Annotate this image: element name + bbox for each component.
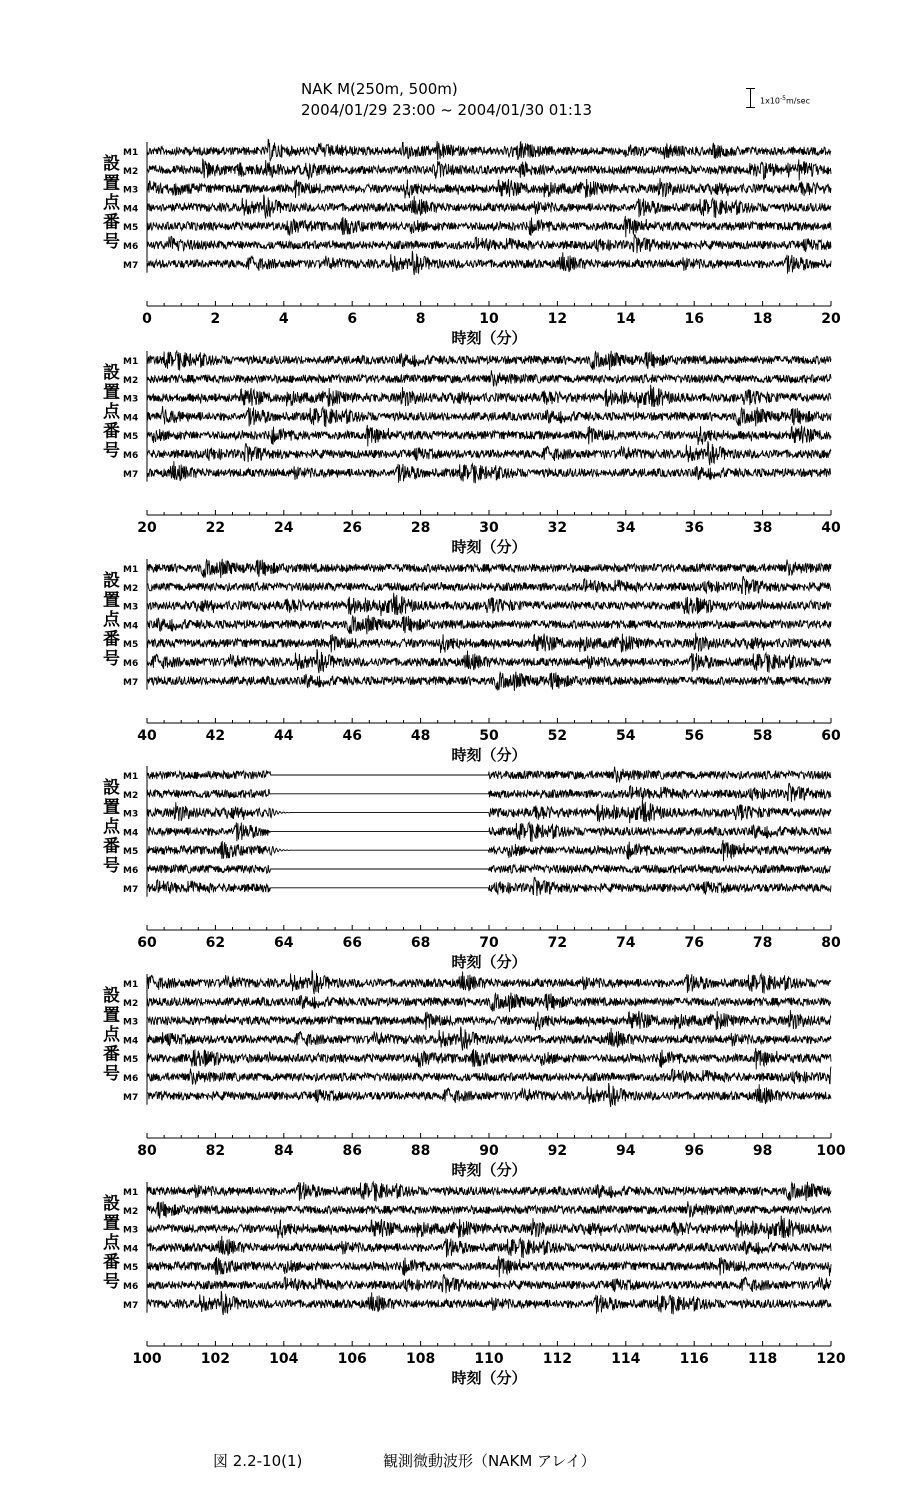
channel-label: M7 <box>123 1300 139 1311</box>
waveform-trace <box>147 633 831 653</box>
waveform-trace <box>147 425 831 446</box>
x-tick-label: 86 <box>342 1143 362 1159</box>
channel-label: M2 <box>123 375 139 386</box>
waveform-trace <box>147 1256 831 1277</box>
x-tick-label: 44 <box>274 728 294 744</box>
x-tick-label: 108 <box>405 1351 436 1367</box>
x-tick-label: 10 <box>479 311 499 327</box>
waveform-trace <box>147 672 831 691</box>
channel-label: M4 <box>123 828 139 839</box>
waveform-trace <box>147 1216 831 1239</box>
waveform-trace <box>147 195 831 219</box>
x-tick-label: 26 <box>342 520 362 536</box>
x-tick-label: 96 <box>684 1143 704 1159</box>
x-tick-label: 18 <box>752 311 773 327</box>
x-tick-label: 0 <box>142 311 152 327</box>
x-tick-label: 4 <box>278 311 289 327</box>
y-axis-label-char: 番 <box>103 421 120 442</box>
x-tick-label: 22 <box>205 520 226 536</box>
x-tick-label: 56 <box>684 728 704 744</box>
channel-label: M6 <box>123 1282 139 1292</box>
y-axis-label-char: 番 <box>103 836 120 857</box>
y-axis-label-char: 号 <box>103 1064 120 1084</box>
scale-label: $1x10^{-5}m/\sec$ <box>760 95 810 106</box>
x-tick-label: 28 <box>410 520 431 536</box>
channel-label: M5 <box>123 1263 139 1274</box>
channel-label: M4 <box>123 1244 139 1255</box>
channel-label: M4 <box>123 621 139 632</box>
y-axis-label-char: 点 <box>103 610 120 630</box>
waveform-trace <box>147 877 831 896</box>
y-axis-label-char: 置 <box>103 382 120 403</box>
x-tick-label: 88 <box>410 1143 431 1159</box>
waveform-trace <box>147 1067 831 1085</box>
waveform-trace <box>147 178 831 198</box>
waveform-trace <box>147 1182 831 1202</box>
y-axis-label-char: 設 <box>103 571 120 591</box>
waveform-trace <box>147 461 831 483</box>
x-tick-label: 74 <box>616 935 636 951</box>
x-tick-label: 118 <box>747 1351 778 1367</box>
x-tick-label: 16 <box>684 311 704 327</box>
channel-label: M1 <box>123 565 139 575</box>
waveform-trace <box>147 822 831 842</box>
channel-label: M1 <box>123 1188 139 1198</box>
x-tick-label: 46 <box>342 728 362 744</box>
y-axis-label-char: 号 <box>103 441 120 461</box>
waveform-trace <box>147 159 831 180</box>
x-tick-label: 32 <box>547 520 568 536</box>
y-axis-label-char: 設 <box>103 986 120 1006</box>
channel-label: M3 <box>123 809 139 820</box>
y-axis-label-char: 号 <box>103 649 120 669</box>
x-tick-label: 68 <box>410 935 431 951</box>
x-tick-label: 110 <box>474 1351 504 1367</box>
x-tick-label: 8 <box>415 311 426 327</box>
x-axis-label: 時刻（分） <box>451 1369 527 1387</box>
channel-label: M4 <box>123 1036 139 1047</box>
channel-label: M4 <box>123 413 139 424</box>
channel-label: M5 <box>123 640 139 651</box>
x-tick-label: 40 <box>137 728 157 744</box>
waveform-trace <box>147 1048 831 1069</box>
x-axis-label: 時刻（分） <box>451 746 527 764</box>
x-tick-label: 48 <box>410 728 431 744</box>
y-axis-label-char: 番 <box>103 1044 120 1065</box>
channel-label: M3 <box>123 1017 139 1028</box>
x-tick-label: 102 <box>200 1351 231 1367</box>
channel-label: M2 <box>123 790 139 801</box>
waveform-trace <box>147 1275 831 1294</box>
waveform-trace <box>147 1027 831 1051</box>
channel-label: M1 <box>123 357 139 367</box>
y-axis-label-char: 号 <box>103 232 120 252</box>
x-tick-label: 72 <box>547 935 568 951</box>
x-tick-label: 84 <box>274 1143 294 1159</box>
x-tick-label: 78 <box>752 935 773 951</box>
x-tick-label: 114 <box>611 1351 641 1367</box>
waveform-trace <box>147 840 831 861</box>
channel-label: M3 <box>123 602 139 613</box>
chart-title: NAK M(250m, 500m) <box>301 80 458 98</box>
y-axis-label-char: 点 <box>103 402 120 422</box>
x-tick-label: 12 <box>547 311 568 327</box>
x-tick-label: 14 <box>616 311 636 327</box>
x-tick-label: 120 <box>816 1351 846 1367</box>
waveform-trace <box>147 615 831 634</box>
waveform-trace <box>147 783 831 802</box>
waveform-trace <box>147 1236 831 1258</box>
x-tick-label: 80 <box>821 935 841 951</box>
waveform-trace <box>147 649 831 673</box>
caption-number: 図 2.2-10(1) <box>213 1452 303 1470</box>
y-axis-label-char: 点 <box>103 1025 120 1045</box>
waveform-trace <box>147 139 831 161</box>
x-axis-label: 時刻（分） <box>451 329 527 347</box>
waveform-trace <box>147 351 831 371</box>
channel-label: M6 <box>123 242 139 252</box>
x-tick-label: 112 <box>542 1351 573 1367</box>
channel-label: M5 <box>123 847 139 858</box>
channel-label: M4 <box>123 204 139 215</box>
caption-text: 観測微動波形（NAKM アレイ） <box>383 1452 596 1470</box>
channel-label: M1 <box>123 148 139 158</box>
channel-label: M7 <box>123 1092 139 1103</box>
waveform-trace <box>147 767 831 783</box>
x-tick-label: 60 <box>137 935 157 951</box>
waveform-trace <box>147 1291 831 1315</box>
channel-label: M3 <box>123 185 139 196</box>
waveform-trace <box>147 865 831 873</box>
x-tick-label: 106 <box>337 1351 367 1367</box>
x-tick-label: 98 <box>752 1143 773 1159</box>
y-axis-label-char: 設 <box>103 154 120 174</box>
channel-label: M6 <box>123 866 139 876</box>
channel-label: M6 <box>123 451 139 461</box>
waveform-trace <box>147 576 831 595</box>
x-tick-label: 80 <box>137 1143 157 1159</box>
waveform-trace <box>147 216 831 237</box>
waveform-trace <box>147 1083 831 1107</box>
channel-label: M7 <box>123 469 139 480</box>
x-tick-label: 2 <box>210 311 221 327</box>
x-tick-label: 24 <box>274 520 294 536</box>
y-axis-label-char: 設 <box>103 363 120 383</box>
y-axis-label-char: 号 <box>103 1272 120 1292</box>
x-tick-label: 94 <box>616 1143 636 1159</box>
channel-label: M1 <box>123 980 139 990</box>
x-tick-label: 52 <box>547 728 568 744</box>
x-tick-label: 116 <box>679 1351 709 1367</box>
y-axis-label-char: 置 <box>103 173 120 194</box>
x-tick-label: 40 <box>821 520 841 536</box>
x-tick-label: 92 <box>547 1143 568 1159</box>
y-axis-label-char: 点 <box>103 817 120 837</box>
waveform-trace <box>147 993 831 1012</box>
x-tick-label: 20 <box>137 520 157 536</box>
waveform-trace <box>147 800 831 823</box>
x-axis-label: 時刻（分） <box>451 538 527 556</box>
y-axis-label-char: 置 <box>103 1213 120 1234</box>
y-axis-label-char: 号 <box>103 856 120 876</box>
y-axis-label-char: 点 <box>103 1233 120 1253</box>
channel-label: M7 <box>123 677 139 688</box>
x-tick-label: 30 <box>479 520 499 536</box>
y-axis-label-char: 設 <box>103 1194 120 1214</box>
channel-label: M7 <box>123 884 139 895</box>
y-axis-label-char: 番 <box>103 629 120 650</box>
waveform-trace <box>147 406 831 427</box>
waveform-trace <box>147 370 831 386</box>
waveform-trace <box>147 1010 831 1030</box>
channel-label: M5 <box>123 223 139 234</box>
y-axis-label-char: 置 <box>103 797 120 818</box>
x-tick-label: 90 <box>479 1143 499 1159</box>
x-tick-label: 6 <box>347 311 358 327</box>
channel-label: M2 <box>123 583 139 594</box>
y-axis-label-char: 設 <box>103 778 120 798</box>
x-tick-label: 20 <box>821 311 841 327</box>
x-tick-label: 64 <box>274 935 294 951</box>
waveform-trace <box>147 1201 831 1218</box>
channel-label: M5 <box>123 432 139 443</box>
channel-label: M5 <box>123 1055 139 1066</box>
y-axis-label-char: 番 <box>103 1252 120 1273</box>
y-axis-label-char: 置 <box>103 1005 120 1026</box>
waveform-trace <box>147 251 831 275</box>
x-tick-label: 54 <box>616 728 636 744</box>
y-axis-label-char: 置 <box>103 590 120 611</box>
y-axis-label-char: 番 <box>103 212 120 233</box>
x-tick-label: 100 <box>816 1143 846 1159</box>
x-tick-label: 66 <box>342 935 362 951</box>
chart-subtitle: 2004/01/29 23:00 ~ 2004/01/30 01:13 <box>301 101 593 119</box>
channel-label: M1 <box>123 772 139 782</box>
x-axis-label: 時刻（分） <box>451 1161 527 1179</box>
channel-label: M6 <box>123 659 139 669</box>
x-tick-label: 42 <box>205 728 226 744</box>
channel-label: M6 <box>123 1074 139 1084</box>
x-tick-label: 104 <box>269 1351 299 1367</box>
x-tick-label: 58 <box>752 728 773 744</box>
waveform-trace <box>147 593 831 616</box>
x-tick-label: 76 <box>684 935 704 951</box>
channel-label: M2 <box>123 166 139 177</box>
x-tick-label: 82 <box>205 1143 226 1159</box>
channel-label: M2 <box>123 998 139 1009</box>
channel-label: M3 <box>123 394 139 405</box>
waveform-trace <box>147 441 831 465</box>
x-tick-label: 36 <box>684 520 704 536</box>
y-axis-label-char: 点 <box>103 193 120 213</box>
x-tick-label: 50 <box>479 728 499 744</box>
x-axis-label: 時刻（分） <box>451 953 527 971</box>
x-tick-label: 38 <box>752 520 773 536</box>
x-tick-label: 60 <box>821 728 841 744</box>
x-tick-label: 100 <box>132 1351 162 1367</box>
x-tick-label: 62 <box>205 935 226 951</box>
channel-label: M7 <box>123 260 139 271</box>
x-tick-label: 70 <box>479 935 499 951</box>
waveform-trace <box>147 559 831 578</box>
channel-label: M2 <box>123 1206 139 1217</box>
channel-label: M3 <box>123 1225 139 1236</box>
waveform-trace <box>147 235 831 254</box>
waveform-trace <box>147 970 831 994</box>
x-tick-label: 34 <box>616 520 636 536</box>
waveform-trace <box>147 385 831 408</box>
